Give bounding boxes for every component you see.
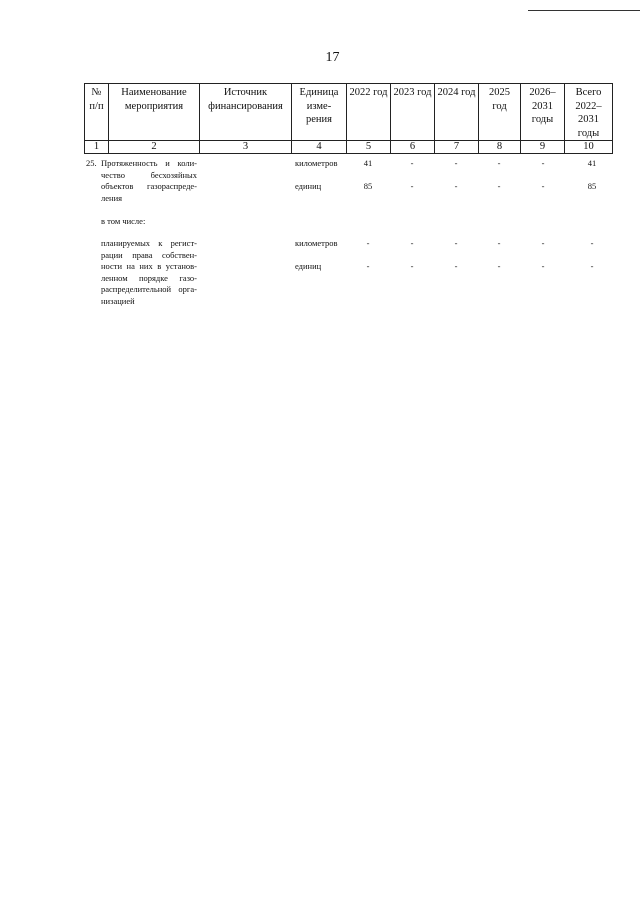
sub-value-2024-units: - bbox=[454, 261, 458, 271]
sub-value-total-units: - bbox=[590, 261, 594, 271]
sub-value-2026-units: - bbox=[541, 261, 545, 271]
sub-unit-km: километров bbox=[295, 238, 338, 248]
sub-value-2023-units: - bbox=[410, 261, 414, 271]
col-number: 5 bbox=[347, 141, 391, 154]
sub-value-2022-km: - bbox=[366, 238, 370, 248]
value-2022-km: 41 bbox=[363, 158, 373, 168]
value-2026-km: - bbox=[541, 158, 545, 168]
subrow-name: планируемых к регист-рации права собствен-ности на них в установ-ленном порядке газо-распределительной орга-низацией bbox=[101, 238, 197, 306]
sub-value-2025-km: - bbox=[497, 238, 501, 248]
sub-unit-units: единиц bbox=[295, 261, 322, 271]
header-row bbox=[85, 84, 613, 141]
column-number-row bbox=[85, 141, 613, 154]
value-2024-units: - bbox=[454, 181, 458, 191]
value-total-units: 85 bbox=[587, 181, 597, 191]
value-2025-units: - bbox=[497, 181, 501, 191]
col-number: 4 bbox=[292, 141, 347, 154]
col-number: 9 bbox=[521, 141, 565, 154]
col-number: 2 bbox=[109, 141, 200, 154]
value-2022-units: 85 bbox=[363, 181, 373, 191]
header-2026-2031: 2026–2031 годы bbox=[521, 84, 565, 141]
header-2022: 2022 год bbox=[347, 84, 391, 141]
row-name: Протяженность и коли-чество бесхозяйных объектов газораспреде-ления bbox=[101, 158, 197, 203]
unit-units: единиц bbox=[295, 181, 322, 191]
col-number: 8 bbox=[479, 141, 521, 154]
unit-km: километров bbox=[295, 158, 338, 168]
corner-rule bbox=[528, 10, 640, 11]
row-number: 25. bbox=[86, 158, 97, 168]
value-total-km: 41 bbox=[587, 158, 597, 168]
sub-value-2024-km: - bbox=[454, 238, 458, 248]
col-number: 1 bbox=[85, 141, 109, 154]
value-2025-km: - bbox=[497, 158, 501, 168]
col-number: 10 bbox=[565, 141, 613, 154]
including-label: в том числе: bbox=[101, 216, 146, 226]
value-2026-units: - bbox=[541, 181, 545, 191]
value-2023-units: - bbox=[410, 181, 414, 191]
sub-value-total-km: - bbox=[590, 238, 594, 248]
header-total: Всего 2022–2031 годы bbox=[565, 84, 613, 141]
col-number: 6 bbox=[391, 141, 435, 154]
header-unit: Единица изме-рения bbox=[292, 84, 347, 141]
header-name: Наименование мероприятия bbox=[109, 84, 200, 141]
sub-value-2022-units: - bbox=[366, 261, 370, 271]
col-number: 3 bbox=[200, 141, 292, 154]
header-source: Источник финансирования bbox=[200, 84, 292, 141]
table-header bbox=[84, 83, 613, 154]
sub-value-2026-km: - bbox=[541, 238, 545, 248]
page-number: 17 bbox=[325, 50, 340, 65]
header-2023: 2023 год bbox=[391, 84, 435, 141]
header-num: № п/п bbox=[85, 84, 109, 141]
value-2024-km: - bbox=[454, 158, 458, 168]
header-2024: 2024 год bbox=[435, 84, 479, 141]
sub-value-2025-units: - bbox=[497, 261, 501, 271]
col-number: 7 bbox=[435, 141, 479, 154]
header-2025: 2025 год bbox=[479, 84, 521, 141]
value-2023-km: - bbox=[410, 158, 414, 168]
sub-value-2023-km: - bbox=[410, 238, 414, 248]
